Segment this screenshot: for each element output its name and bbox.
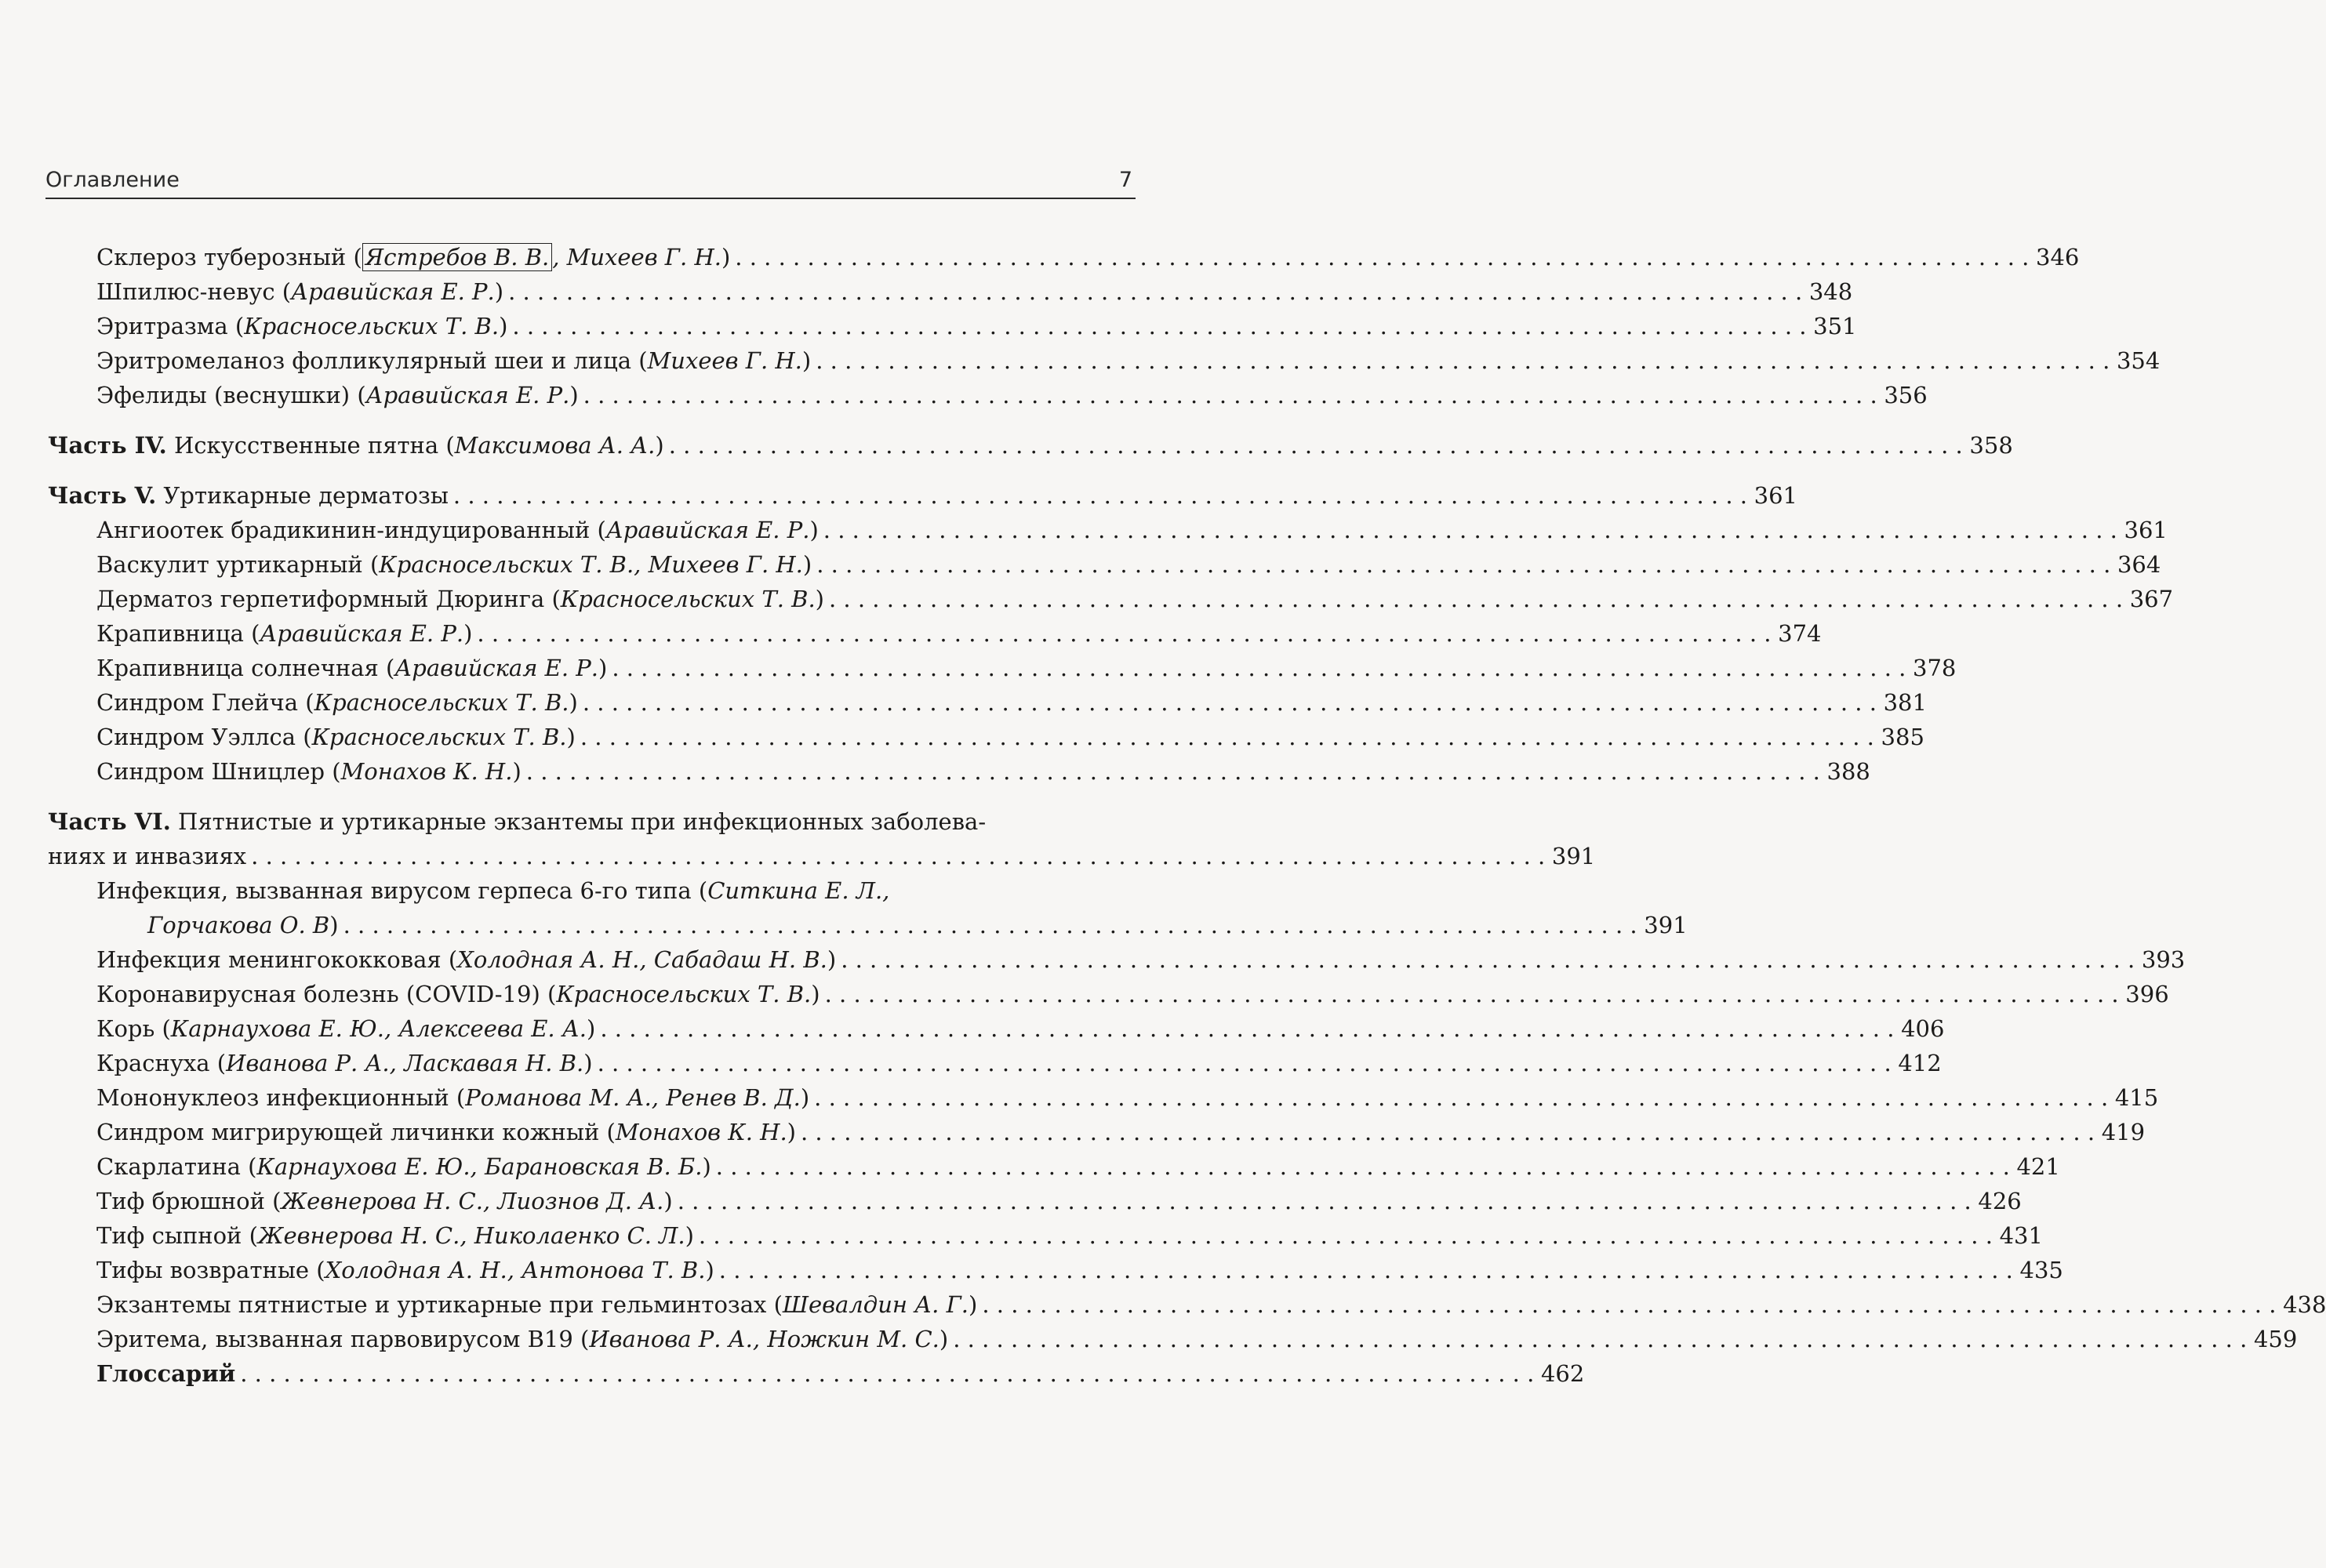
leader-dots xyxy=(823,513,2117,547)
page-number: 374 xyxy=(1778,620,1822,647)
leader-dots xyxy=(841,942,2135,977)
page-number: 378 xyxy=(1913,655,1957,681)
leader-dots xyxy=(814,1080,2108,1115)
leader-dots xyxy=(583,685,1877,720)
header-title: Оглавление xyxy=(45,168,180,192)
toc-entry[interactable]: Корь (Карнаухова Е. Ю., Алексеева Е. А.) . . . 406 xyxy=(45,1011,1136,1046)
leader-dots xyxy=(583,378,1877,412)
page-number: 396 xyxy=(2125,981,2169,1007)
leader-dots xyxy=(477,616,1771,651)
page-number: 356 xyxy=(1884,382,1928,408)
leader-dots xyxy=(719,1253,2013,1287)
toc-entry[interactable]: Васкулит уртикарный (Красносельских Т. В., Михеев Г. Н.) . . . 364 xyxy=(45,547,1136,582)
leader-dots xyxy=(829,582,2123,616)
toc-entry[interactable]: Ангиоотек брадикинин-индуцированный (Аравийская Е. Р.) . . . 361 xyxy=(45,513,1136,547)
page-number: 438 xyxy=(2283,1291,2326,1318)
page-number: 346 xyxy=(2036,244,2080,270)
toc-entry[interactable]: Эритромеланоз фолликулярный шеи и лица (Михеев Г. Н.) . . . 354 xyxy=(45,343,1136,378)
page-number: 367 xyxy=(2129,586,2174,612)
leader-dots xyxy=(600,1011,1894,1046)
toc-part-iv[interactable]: Часть IV. Искусственные пятна (Максимова А. А.) . . . 358 xyxy=(45,428,1136,463)
leader-dots xyxy=(735,240,2029,274)
leader-dots xyxy=(598,1046,1892,1080)
page-number: 361 xyxy=(1754,482,1797,509)
toc-glossary[interactable]: Глоссарий . . . 462 xyxy=(45,1356,1136,1391)
leader-dots xyxy=(825,977,2119,1011)
leader-dots xyxy=(699,1218,1993,1253)
leader-dots xyxy=(251,839,1545,873)
page-number: 421 xyxy=(2016,1153,2060,1180)
toc-entry[interactable]: Краснуха (Иванова Р. А., Ласкавая Н. В.) . . . 412 xyxy=(45,1046,1136,1080)
page-number: 435 xyxy=(2019,1257,2063,1283)
running-header xyxy=(45,166,1136,199)
page-number: 361 xyxy=(2124,517,2168,543)
toc-entry[interactable]: Синдром Глейча (Красносельских Т. В.) . . . 381 xyxy=(45,685,1136,720)
page-number: 391 xyxy=(1551,843,1596,869)
page-number: 393 xyxy=(2141,946,2186,973)
leader-dots xyxy=(669,428,1963,463)
table-of-contents xyxy=(45,240,2326,1391)
toc-entry[interactable]: Крапивница (Аравийская Е. Р.) . . . 374 xyxy=(45,616,1136,651)
toc-part-v[interactable]: Часть V. Уртикарные дерматозы . . . 361 xyxy=(45,478,1136,513)
page-number: 406 xyxy=(1901,1015,1945,1042)
page-number: 358 xyxy=(1969,432,2013,459)
page-number: 381 xyxy=(1883,689,1927,716)
page-number: 412 xyxy=(1898,1050,1942,1076)
page-number: 426 xyxy=(1978,1188,2022,1214)
leader-dots xyxy=(982,1287,2276,1322)
leader-dots xyxy=(816,343,2110,378)
toc-entry[interactable]: Эритема, вызванная парвовирусом В19 (Иванова Р. А., Ножкин М. С.) . . . 459 xyxy=(45,1322,1136,1356)
page-number: 431 xyxy=(1999,1222,2043,1249)
toc-entry[interactable]: Дерматоз герпетиформный Дюринга (Красносельских Т. В.) . . . 367 xyxy=(45,582,1136,616)
page-number: 364 xyxy=(2117,551,2161,578)
leader-dots xyxy=(816,547,2110,582)
page-number: 351 xyxy=(1813,313,1857,339)
toc-entry[interactable]: Синдром Шницлер (Монахов К. Н.) . . . 388 xyxy=(45,754,1136,789)
toc-entry[interactable]: Эритразма (Красносельских Т. В.) . . . 351 xyxy=(45,309,1136,343)
toc-entry[interactable]: Экзантемы пятнистые и уртикарные при гельминтозах (Шевалдин А. Г.) . . . 438 xyxy=(45,1287,1136,1322)
toc-entry[interactable]: Инфекция менингококковая (Холодная А. Н., Сабадаш Н. В.) . . . 393 xyxy=(45,942,1136,977)
page-number: 388 xyxy=(1826,758,1870,785)
page-number: 462 xyxy=(1540,1360,1585,1387)
page-number: 354 xyxy=(2116,347,2161,374)
page-number: 419 xyxy=(2101,1119,2146,1145)
leader-dots xyxy=(678,1184,1972,1218)
leader-dots xyxy=(953,1322,2247,1356)
toc-entry[interactable]: Синдром мигрирующей личинки кожный (Монахов К. Н.) . . . 419 xyxy=(45,1115,1136,1149)
toc-entry[interactable]: Тифы возвратные (Холодная А. Н., Антонова Т. В.) . . . 435 xyxy=(45,1253,1136,1287)
page-number: 391 xyxy=(1644,912,1688,938)
leader-dots xyxy=(453,478,1747,513)
toc-entry[interactable]: Склероз туберозный ( Ястребов В. В. , Михеев Г. Н.) . . . 346 xyxy=(45,240,1136,274)
author-boxed: Ястребов В. В. xyxy=(362,243,552,271)
leader-dots xyxy=(508,274,1802,309)
leader-dots xyxy=(512,309,1806,343)
leader-dots xyxy=(716,1149,2010,1184)
page-number: 348 xyxy=(1808,278,1853,305)
toc-entry[interactable]: Инфекция, вызванная вирусом герпеса 6-го типа (Ситкина Е. Л., Горчакова О. В) . . . 391 xyxy=(45,873,1136,942)
toc-entry[interactable]: Шпилюс-невус (Аравийская Е. Р.) . . . 348 xyxy=(45,274,1136,309)
leader-dots xyxy=(801,1115,2095,1149)
page-number: 459 xyxy=(2253,1326,2298,1352)
leader-dots xyxy=(612,651,1906,685)
toc-entry[interactable]: Тиф сыпной (Жевнерова Н. С., Николаенко С. Л.) . . . 431 xyxy=(45,1218,1136,1253)
toc-entry[interactable]: Скарлатина (Карнаухова Е. Ю., Барановская В. Б.) . . . 421 xyxy=(45,1149,1136,1184)
leader-dots xyxy=(240,1356,1534,1391)
toc-entry[interactable]: Тиф брюшной (Жевнерова Н. С., Лиознов Д. А.) . . . 426 xyxy=(45,1184,1136,1218)
toc-part-vi[interactable]: Часть VI. Пятнистые и уртикарные экзантемы при инфекционных заболева- ниях и инвазиях . . . 391 xyxy=(45,804,1136,873)
toc-entry[interactable]: Синдром Уэллса (Красносельских Т. В.) . . . 385 xyxy=(45,720,1136,754)
page-number: 385 xyxy=(1881,724,1924,750)
page-number: 415 xyxy=(2114,1084,2159,1111)
leader-dots xyxy=(526,754,1820,789)
toc-entry[interactable]: Коронавирусная болезнь (COVID-19) (Красносельских Т. В.) . . . 396 xyxy=(45,977,1136,1011)
header-page-number: 7 xyxy=(1118,168,1132,192)
leader-dots xyxy=(580,720,1874,754)
leader-dots xyxy=(343,908,1637,942)
toc-entry[interactable]: Эфелиды (веснушки) (Аравийская Е. Р.) . . . 356 xyxy=(45,378,1136,412)
toc-entry[interactable]: Крапивница солнечная (Аравийская Е. Р.) . . . 378 xyxy=(45,651,1136,685)
toc-entry[interactable]: Мононуклеоз инфекционный (Романова М. А., Ренев В. Д.) . . . 415 xyxy=(45,1080,1136,1115)
